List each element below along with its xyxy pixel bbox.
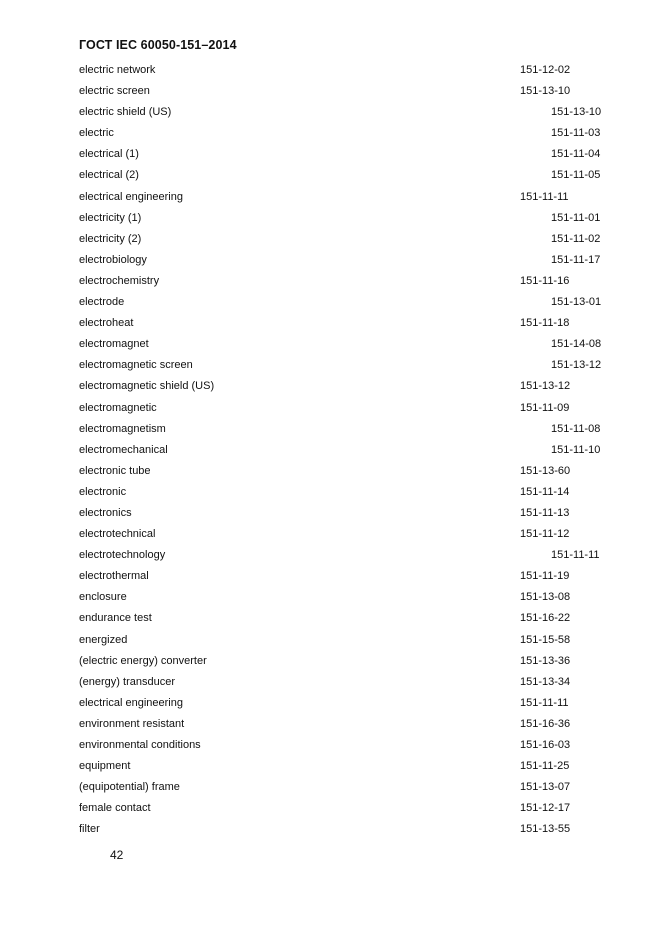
index-term: electronics	[79, 506, 132, 519]
index-entry	[0, 527, 661, 548]
index-code: 151-11-11	[520, 190, 569, 203]
index-term: electronic tube	[79, 464, 151, 477]
index-entry	[0, 147, 661, 168]
index-term: equipment	[79, 760, 131, 773]
index-term: electronic	[79, 485, 127, 498]
index-entry	[0, 569, 661, 590]
index-code: 151-14-08	[551, 338, 602, 351]
index-term: electrical engineering	[79, 696, 183, 709]
index-term: (energy) transducer	[79, 675, 175, 688]
index-entry	[0, 633, 661, 654]
index-code: 151-16-03	[520, 739, 571, 751]
index-term: electricity (2)	[79, 232, 142, 245]
index-code: 151-11-01	[551, 211, 601, 224]
index-term: electric screen	[79, 85, 150, 98]
index-entry	[0, 274, 661, 295]
index-code: 151-11-11	[551, 549, 600, 562]
index-entry	[0, 696, 661, 717]
index-entry	[0, 337, 661, 358]
index-code: 151-12-17	[520, 802, 571, 815]
page-header-title: ГОСТ IEC 60050-151–2014	[79, 38, 237, 52]
index-code: 151-13-08	[520, 591, 571, 604]
index-term: electromagnetism	[79, 422, 166, 435]
index-entry	[0, 63, 661, 84]
index-entry	[0, 316, 661, 337]
index-entry	[0, 780, 661, 801]
index-entry	[0, 654, 661, 675]
index-code: 151-13-60	[520, 464, 571, 477]
index-term: electrical (1)	[79, 148, 139, 161]
index-code: 151-11-10	[551, 443, 601, 456]
index-entry	[0, 611, 661, 632]
index-code: 151-13-12	[551, 359, 602, 372]
index-code: 151-13-10	[551, 106, 602, 119]
index-term: electric	[79, 127, 114, 140]
index-term: female contact	[79, 802, 151, 815]
index-entry	[0, 253, 661, 274]
index-code: 151-11-13	[520, 506, 570, 519]
index-entry	[0, 401, 661, 422]
index-entry	[0, 232, 661, 253]
index-code: 151-13-34	[520, 675, 571, 688]
index-entry	[0, 464, 661, 485]
index-entry	[0, 548, 661, 569]
index-term: environmental conditions	[79, 739, 201, 751]
index-term: electrode	[79, 296, 125, 309]
index-term: electromagnet	[79, 338, 149, 351]
index-code: 151-12-02	[520, 64, 571, 76]
index-term: enclosure	[79, 591, 127, 604]
index-term: (electric energy) converter	[79, 654, 207, 667]
index-code: 151-11-18	[520, 317, 570, 330]
index-entry	[0, 84, 661, 105]
index-term: electromagnetic	[79, 401, 157, 414]
index-code: 151-13-55	[520, 823, 571, 836]
index-code: 151-15-58	[520, 633, 571, 646]
index-entry	[0, 590, 661, 611]
index-term: electromechanical	[79, 443, 168, 456]
index-term: electrothermal	[79, 570, 149, 583]
index-term: environment resistant	[79, 717, 185, 730]
index-entry	[0, 105, 661, 126]
index-term: electricity (1)	[79, 211, 142, 224]
index-term: electromagnetic screen	[79, 359, 193, 372]
index-entry	[0, 485, 661, 506]
index-term: electrochemistry	[79, 274, 160, 287]
index-code: 151-11-04	[551, 148, 601, 161]
index-code: 151-13-12	[520, 380, 571, 393]
index-term: electrical engineering	[79, 190, 183, 203]
index-code: 151-11-03	[551, 127, 601, 140]
index-code: 151-11-08	[551, 422, 601, 435]
index-code: 151-11-14	[520, 485, 570, 498]
index-code: 151-13-36	[520, 654, 571, 667]
index-term: energized	[79, 633, 128, 646]
index-term: electrotechnical	[79, 528, 156, 541]
index-entry	[0, 506, 661, 527]
index-code: 151-11-05	[551, 169, 601, 182]
index-code: 151-11-02	[551, 232, 601, 245]
index-entry	[0, 211, 661, 232]
index-term: electrobiology	[79, 253, 147, 266]
index-entry	[0, 759, 661, 780]
index-entry	[0, 190, 661, 211]
index-term: electrical (2)	[79, 169, 139, 182]
index-term: filter	[79, 823, 100, 836]
index-code: 151-11-11	[520, 696, 569, 709]
index-entry	[0, 126, 661, 147]
index-code: 151-13-07	[520, 781, 571, 794]
index-code: 151-11-09	[520, 401, 570, 414]
index-code: 151-13-10	[520, 85, 571, 98]
index-entry	[0, 379, 661, 400]
index-entry	[0, 801, 661, 822]
term-index-list	[0, 63, 661, 843]
index-code: 151-11-17	[551, 253, 601, 266]
index-entry	[0, 675, 661, 696]
index-entry	[0, 717, 661, 738]
index-code: 151-13-01	[551, 296, 602, 309]
index-code: 151-11-12	[520, 528, 570, 541]
index-entry	[0, 358, 661, 379]
index-entry	[0, 738, 661, 759]
index-entry	[0, 443, 661, 464]
index-term: electric shield (US)	[79, 106, 172, 119]
index-entry	[0, 168, 661, 189]
page-number: 42	[110, 848, 124, 862]
index-code: 151-11-16	[520, 274, 570, 287]
index-term: endurance test	[79, 612, 152, 625]
index-term: electroheat	[79, 317, 134, 330]
index-term: electrotechnology	[79, 549, 166, 562]
index-code: 151-16-22	[520, 612, 571, 625]
index-entry	[0, 295, 661, 316]
index-term: (equipotential) frame	[79, 781, 180, 794]
index-code: 151-11-19	[520, 570, 570, 583]
index-term: electromagnetic shield (US)	[79, 380, 215, 393]
index-code: 151-16-36	[520, 717, 571, 730]
index-code: 151-11-25	[520, 760, 570, 773]
index-entry	[0, 822, 661, 843]
index-term: electric network	[79, 64, 156, 76]
index-entry	[0, 422, 661, 443]
